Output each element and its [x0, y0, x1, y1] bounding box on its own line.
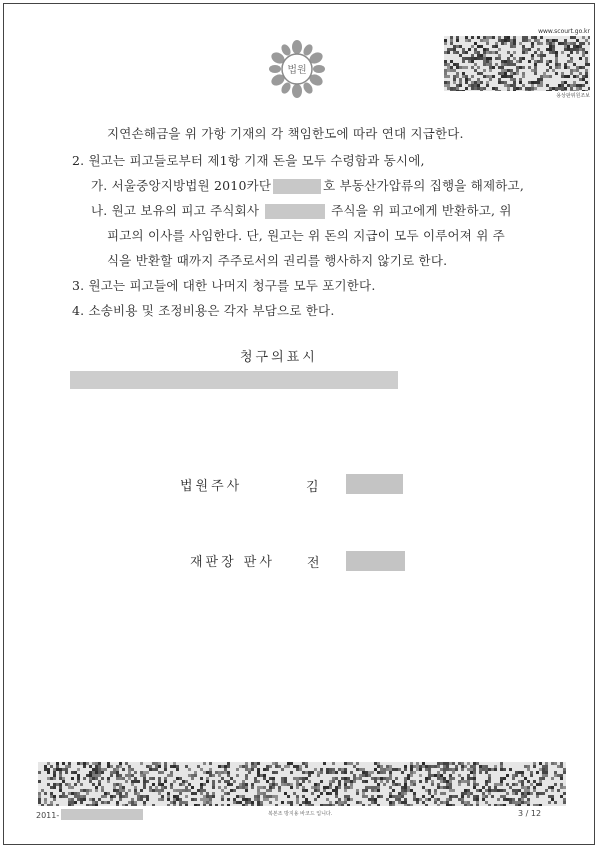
qr-code-area — [444, 28, 590, 100]
body-line-6: 식을 반환할 때까지 주주로서의 권리를 행사하지 않기로 한다. — [107, 253, 448, 268]
redaction-company-name — [265, 204, 325, 219]
redaction-case-number — [273, 179, 321, 194]
body-line-8: 4. 소송비용 및 조정비용은 각자 부담으로 한다. — [72, 303, 335, 318]
court-seal-icon — [266, 38, 328, 100]
clerk-name: 김 — [306, 480, 319, 495]
footer-case-number — [36, 809, 143, 820]
qr-caption: 용상판위원조보 — [556, 93, 590, 99]
body-line-3a: 가. 서울중앙지방법원 2010카단 — [91, 178, 272, 193]
redaction-claim-text — [70, 371, 398, 389]
qr-code-icon — [444, 36, 590, 91]
judge-label: 재판장 판사 — [190, 555, 275, 570]
claim-section-title: 청구의표시 — [240, 350, 318, 365]
body-line-3 — [91, 176, 524, 194]
qr-url: www.scourt.go.kr — [538, 28, 590, 35]
page-number: 3 / 12 — [518, 809, 542, 818]
footer-case-prefix: 2011- — [36, 811, 60, 820]
footer-notice: 복본조 방지용 바코드 입니다. — [268, 811, 333, 817]
redaction-footer-case — [61, 809, 143, 820]
body-line-5: 피고의 이사를 사임한다. 단, 원고는 위 돈의 지급이 모두 이루어져 위 주 — [107, 228, 505, 243]
redaction-judge-name — [346, 551, 405, 571]
body-line-7: 3. 원고는 피고들에 대한 나머지 청구를 모두 포기한다. — [72, 278, 376, 293]
anti-copy-barcode-icon — [38, 762, 566, 806]
body-line-3b: 호 부동산가압류의 집행을 해제하고, — [323, 178, 524, 193]
judge-name: 전 — [307, 556, 320, 571]
redaction-clerk-name — [346, 474, 403, 494]
body-line-2: 2. 원고는 피고들로부터 제1항 기재 돈을 모두 수령함과 동시에, — [72, 153, 425, 168]
body-line-1: 지연손해금을 위 가항 기재의 각 책임한도에 따라 연대 지급한다. — [107, 126, 464, 141]
seal-text: 법원 — [287, 65, 307, 76]
body-line-4b: 주식을 위 피고에게 반환하고, 위 — [331, 203, 512, 218]
body-line-4 — [91, 201, 512, 219]
clerk-label: 법원주사 — [180, 479, 243, 494]
body-line-4a: 나. 원고 보유의 피고 주식회사 — [91, 203, 260, 218]
